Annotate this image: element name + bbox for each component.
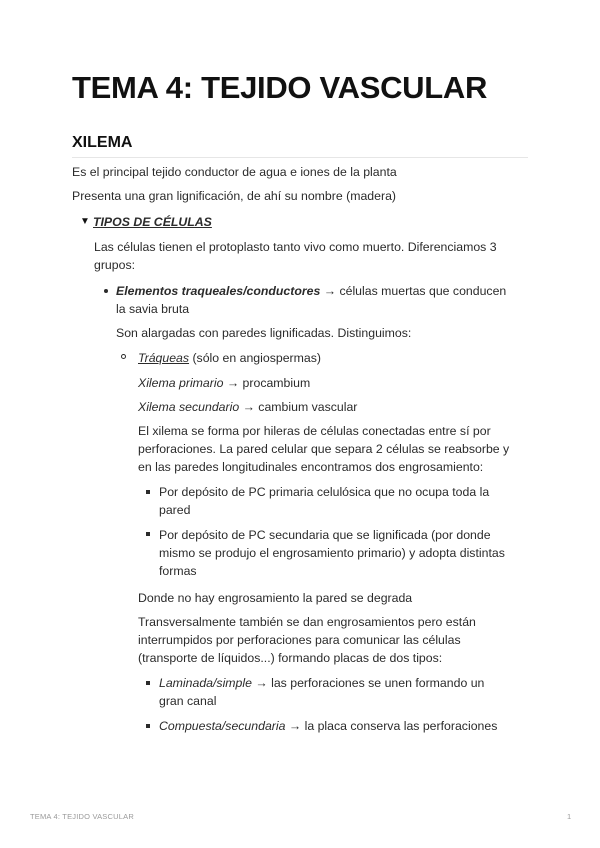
traqueas-term: Tráqueas [138, 351, 190, 365]
square-item-4-term: Compuesta/secundaria [159, 719, 286, 733]
toggle-label[interactable]: TIPOS DE CÉLULAS [93, 215, 212, 229]
page-title: TEMA 4: TEJIDO VASCULAR [72, 70, 488, 105]
xilema-paragraph-line-3: en las paredes longitudinales encontramos dos engrosamiento: [138, 460, 484, 474]
square-item-4-rest: → la placa conserva las perforaciones [285, 719, 498, 733]
intro-line-2: Presenta una gran lignificación, de ahí su nombre (madera) [72, 189, 397, 203]
section-divider [72, 157, 528, 158]
xilema-primario-line [138, 374, 310, 392]
square-item-2-line-3: formas [159, 564, 197, 578]
xilema-secundario-rest: → cambium vascular [239, 400, 358, 414]
square-item-4-line-1 [159, 717, 497, 735]
traqueas-line [138, 349, 321, 367]
square-item-3-line-1 [159, 674, 484, 692]
bullet-1-line-1 [116, 282, 506, 300]
toggle-heading[interactable] [93, 213, 212, 231]
xilema-primario-rest: → procambium [223, 376, 311, 390]
bullet-1-sub-paragraph: Son alargadas con paredes lignificadas. Distinguimos: [116, 326, 412, 340]
intro-line-1: Es el principal tejido conductor de agua e iones de la planta [72, 165, 397, 179]
xilema-secundario-term: Xilema secundario [138, 400, 240, 414]
square-item-3-term: Laminada/simple [159, 676, 252, 690]
transversal-line-1: Transversalmente también se dan engrosamientos pero están [138, 615, 476, 629]
xilema-paragraph-line-2: perforaciones. La pared celular que separa 2 células se reabsorbe y [138, 442, 510, 456]
bullet-1-rest: → células muertas que conducen [320, 284, 507, 298]
bullet-square-icon [146, 681, 150, 685]
bullet-square-icon [146, 532, 150, 536]
toggle-paragraph-line-1: Las células tienen el protoplasto tanto vivo como muerto. Diferenciamos 3 [94, 240, 497, 254]
xilema-secundario-line [138, 398, 357, 416]
traqueas-rest: (sólo en angiospermas) [189, 351, 321, 365]
bullet-square-icon [146, 724, 150, 728]
square-item-3-line-2: gran canal [159, 694, 217, 708]
xilema-primario-term: Xilema primario [138, 376, 224, 390]
donde-line: Donde no hay engrosamiento la pared se degrada [138, 591, 413, 605]
bullet-disc-icon [104, 289, 108, 293]
transversal-line-3: (transporte de líquidos...) formando placas de dos tipos: [138, 651, 443, 665]
bullet-1-term: Elementos traqueales/conductores [116, 284, 321, 298]
square-item-1-line-1: Por depósito de PC primaria celulósica que no ocupa toda la [159, 485, 490, 499]
bullet-circle-icon [121, 354, 126, 359]
toggle-triangle-icon[interactable]: ▼ [80, 216, 90, 227]
xilema-paragraph-line-1: El xilema se forma por hileras de células conectadas entre sí por [138, 424, 491, 438]
transversal-line-2: interrumpidos por perforaciones para comunicar las células [138, 633, 461, 647]
bullet-1-line-2: la savia bruta [116, 302, 190, 316]
square-item-2-line-1: Por depósito de PC secundaria que se lignificada (por donde [159, 528, 491, 542]
square-item-3-rest: → las perforaciones se unen formando un [251, 676, 485, 690]
section-heading: XILEMA [72, 134, 133, 151]
square-item-1-line-2: pared [159, 503, 191, 517]
toggle-paragraph-line-2: grupos: [94, 258, 136, 272]
page-number: 1 [567, 812, 572, 821]
bullet-square-icon [146, 490, 150, 494]
footer-title: TEMA 4: TEJIDO VASCULAR [30, 812, 134, 821]
square-item-2-line-2: mismo se produjo el engrosamiento primario) y adopta distintas [159, 546, 505, 560]
